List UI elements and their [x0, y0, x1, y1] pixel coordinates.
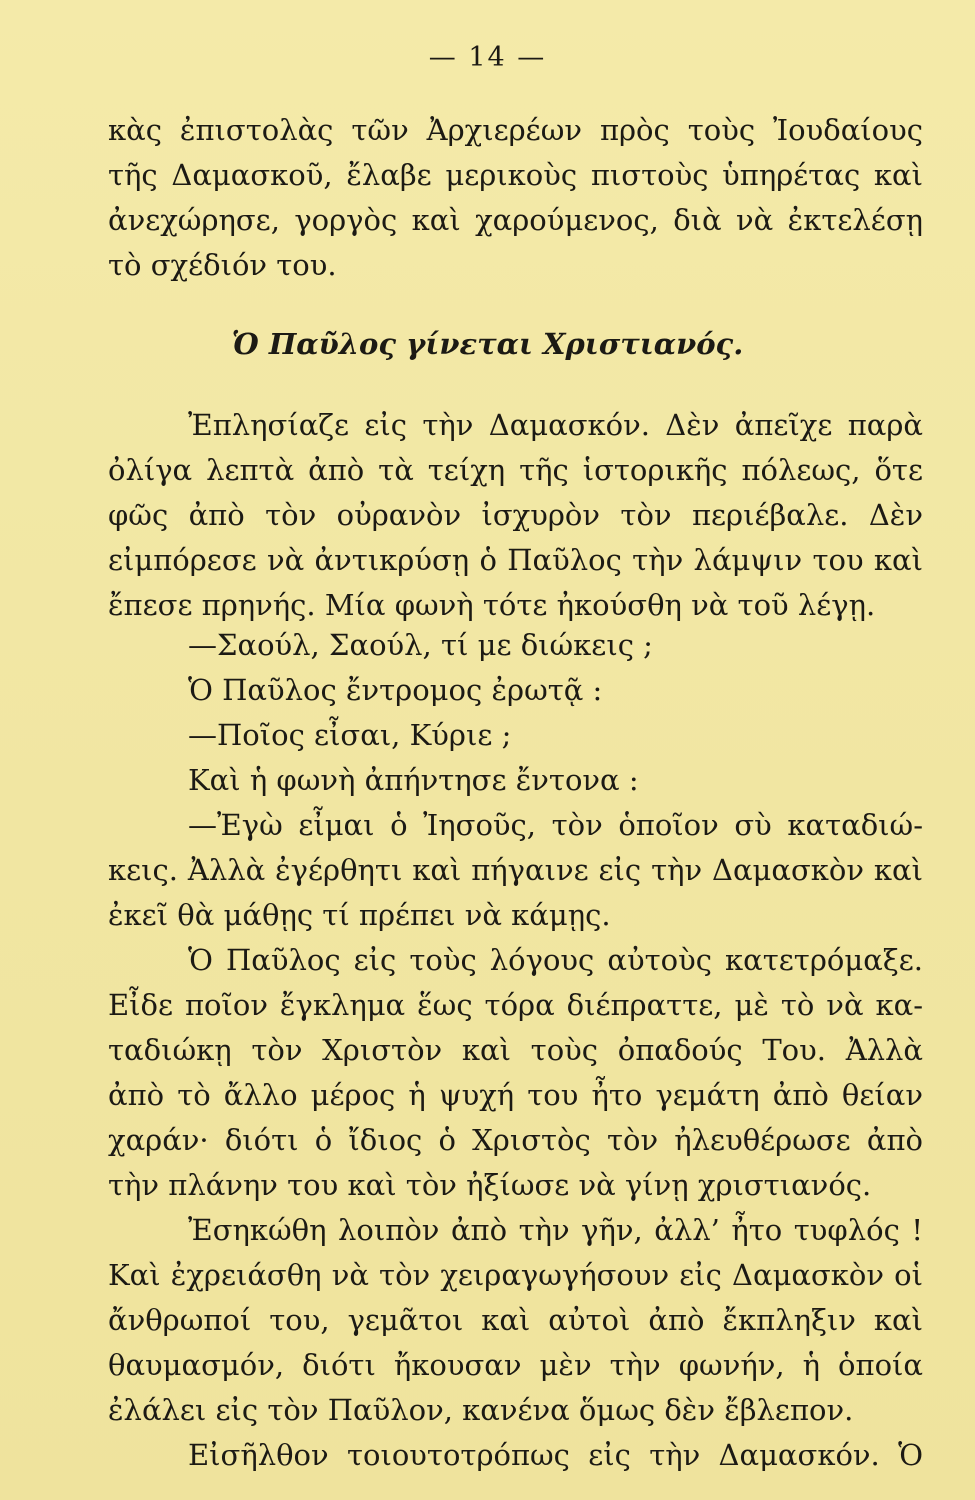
text-line: ἐκεῖ θὰ μάθῃς τί πρέπει νὰ κάμῃς.: [108, 898, 611, 932]
text-line: ἐλάλει εἰς τὸν Παῦλον, κανένα ὅμως δὲν ἔβλεπον.: [108, 1393, 854, 1427]
text-line: φῶς ἀπὸ τὸν οὐρανὸν ἰσχυρὸν τὸν περιέβαλε. Δὲν: [108, 498, 923, 532]
text-line: θαυμασμόν, διότι ἤκουσαν μὲν τὴν φωνήν, ἡ ὁποία: [108, 1348, 923, 1382]
text-line: ἄνθρωποί του, γεμᾶτοι καὶ αὐτοὶ ἀπὸ ἔκπληξιν καὶ: [108, 1303, 923, 1337]
text-line: ταδιώκῃ τὸν Χριστὸν καὶ τοὺς ὀπαδούς Του. Ἀλλὰ: [108, 1033, 923, 1067]
dialogue-line: —Ποῖος εἶσαι, Κύριε ;: [188, 718, 512, 752]
text-line: Ὁ Παῦλος εἰς τοὺς λόγους αὐτοὺς κατετρόμαξε.: [188, 943, 923, 977]
text-line: κὰς ἐπιστολὰς τῶν Ἀρχιερέων πρὸς τοὺς Ἰουδαίους: [108, 113, 923, 147]
text-line: Καὶ ἐχρειάσθη νὰ τὸν χειραγωγήσουν εἰς Δαμασκὸν οἱ: [108, 1258, 923, 1292]
text-line: ὀλίγα λεπτὰ ἀπὸ τὰ τείχη τῆς ἱστορικῆς πόλεως, ὅτε: [108, 453, 923, 487]
dialogue-line: —Σαούλ, Σαούλ, τί με διώκεις ;: [188, 628, 653, 662]
text-line: εἰμπόρεσε νὰ ἀντικρύσῃ ὁ Παῦλος τὴν λάμψιν του καὶ: [108, 543, 923, 577]
page-number: — 14 —: [428, 42, 547, 73]
dialogue-line: —Ἐγὼ εἶμαι ὁ Ἰησοῦς, τὸν ὁποῖον σὺ καταδιώ-: [188, 808, 923, 842]
text-line: Ἐπλησίαζε εἰς τὴν Δαμασκόν. Δὲν ἀπεῖχε παρὰ: [188, 408, 923, 442]
text-line: τὴν πλάνην του καὶ τὸν ἠξίωσε νὰ γίνῃ χριστιανός.: [108, 1168, 872, 1202]
text-line: κεις. Ἀλλὰ ἐγέρθητι καὶ πήγαινε εἰς τὴν Δαμασκὸν καὶ: [108, 853, 923, 887]
text-line: τῆς Δαμασκοῦ, ἔλαβε μερικοὺς πιστοὺς ὑπηρέτας καὶ: [108, 158, 923, 192]
text-line: ἀνεχώρησε, γοργὸς καὶ χαρούμενος, διὰ νὰ ἐκτελέσῃ: [108, 203, 923, 237]
text-line: Εἰσῆλθον τοιουτοτρόπως εἰς τὴν Δαμασκόν. Ὁ: [188, 1438, 923, 1472]
text-line: ἀπὸ τὸ ἄλλο μέρος ἡ ψυχή του ἦτο γεμάτη ἀπὸ θείαν: [108, 1078, 923, 1112]
text-line: ἔπεσε πρηνής. Μία φωνὴ τότε ἠκούσθη νὰ τοῦ λέγῃ.: [108, 588, 876, 622]
text-line: Ἐσηκώθη λοιπὸν ἀπὸ τὴν γῆν, ἀλλ’ ἦτο τυφλός !: [188, 1213, 923, 1247]
text-line: Εἶδε ποῖον ἔγκλημα ἕως τόρα διέπραττε, μὲ τὸ νὰ κα-: [108, 988, 923, 1022]
dialogue-line: Ὁ Παῦλος ἔντρομος ἐρωτᾷ :: [188, 673, 603, 707]
dialogue-line: Καὶ ἡ φωνὴ ἀπήντησε ἔντονα :: [188, 763, 639, 797]
section-heading: Ὁ Παῦλος γίνεται Χριστιανός.: [231, 327, 744, 361]
text-line: χαράν· διότι ὁ ἴδιος ὁ Χριστὸς τὸν ἠλευθέρωσε ἀπὸ: [108, 1123, 923, 1157]
text-line: τὸ σχέδιόν του.: [108, 248, 337, 282]
